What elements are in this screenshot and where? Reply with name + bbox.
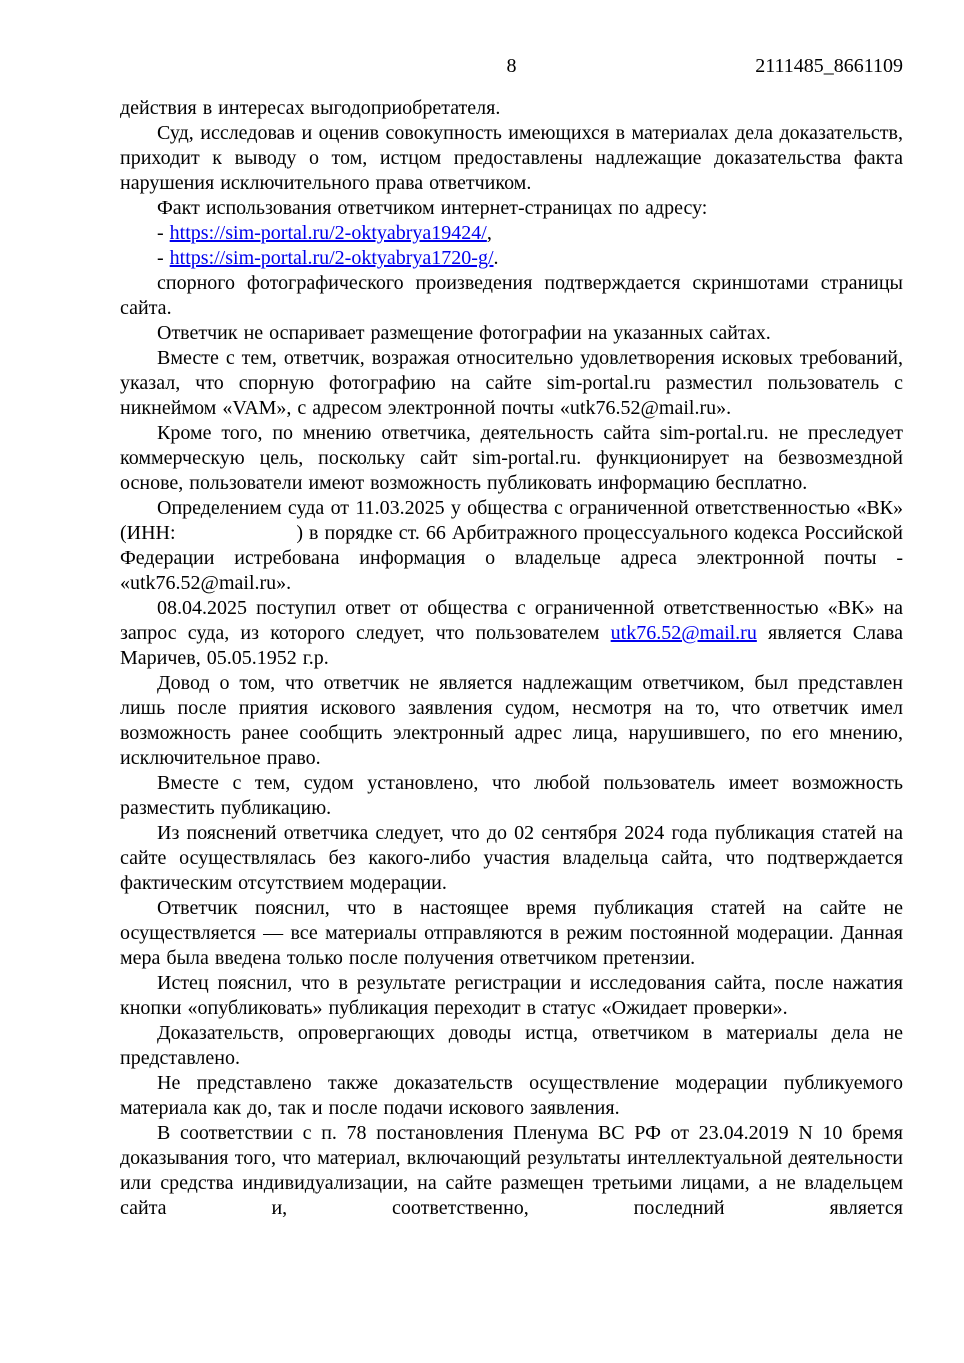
paragraph: Ответчик пояснил, что в настоящее время публикация статей на сайте не осуществляется — все материалы отправляются в режим постоянной модерации. Данная мера была введена только после получения ответчиком претензии. (120, 897, 903, 969)
paragraph: - https://sim-portal.ru/2-oktyabrya19424/, (157, 222, 492, 244)
paragraph: Истец пояснил, что в результате регистрации и исследования сайта, после нажатия кнопки «опубликовать» публикация переходит в статус «Ожидает проверки». (120, 972, 903, 1019)
paragraph: действия в интересах выгодоприобретателя. (120, 97, 501, 119)
paragraph: Кроме того, по мнению ответчика, деятельность сайта sim-portal.ru. не преследует коммерческую цель, поскольку сайт sim-portal.ru. функционирует на безвозмездной основе, пользователи имеют возможность публиковать информацию бесплатно. (120, 422, 903, 494)
hyperlink[interactable]: https://sim-portal.ru/2-oktyabrya1720-g/ (169, 247, 494, 269)
document-number: 2111485_8661109 (755, 55, 903, 77)
paragraph: Определением суда от 11.03.2025 у общества с ограниченной ответственностью «ВК» (ИНН: ) в порядке ст. 66 Арбитражного процессуального кодекса Российской Федерации истребована информация о владельце адреса электронной почты - «utk76.52@mail.ru». (120, 497, 903, 594)
hyperlink[interactable]: https://sim-portal.ru/2-oktyabrya19424/ (169, 222, 487, 244)
paragraph: Вместе с тем, ответчик, возражая относительно удовлетворения исковых требований, указал, что спорную фотографию на сайте sim-portal.ru разместил пользователь с никнеймом «VAM», с адресом электронной почты «utk76.52@mail.ru». (120, 347, 903, 419)
paragraph: спорного фотографического произведения подтверждается скриншотами страницы сайта. (120, 272, 903, 319)
paragraph: Суд, исследовав и оценив совокупность имеющихся в материалах дела доказательств, приходит к выводу о том, истцом предоставлены надлежащие доказательства факта нарушения исключительного права ответчиком. (120, 122, 903, 194)
page-header (120, 54, 903, 79)
paragraph: Факт использования ответчиком интернет-страницах по адресу: (157, 197, 708, 219)
hyperlink[interactable]: utk76.52@mail.ru (610, 622, 757, 644)
paragraph: Ответчик не оспаривает размещение фотографии на указанных сайтах. (157, 322, 771, 344)
paragraph: В соответствии с п. 78 постановления Пленума ВС РФ от 23.04.2019 N 10 бремя доказывания того, что материал, включающий результаты интеллектуальной деятельности или средства индивидуализации, на сайте размещен третьими лицами, а не владельцем сайта и, соответственно, последний является (120, 1122, 903, 1219)
paragraph: 08.04.2025 поступил ответ от общества с ограниченной ответственностью «ВК» на запрос суда, из которого следует, что пользователем utk76.52@mail.ru является Слава Маричев, 05.05.1952 г.р. (120, 597, 903, 669)
paragraph: Вместе с тем, судом установлено, что любой пользователь имеет возможность разместить публикацию. (120, 772, 903, 819)
page-number: 8 (506, 55, 517, 77)
document-body (120, 96, 903, 1221)
paragraph: Доказательств, опровергающих доводы истца, ответчиком в материалы дела не представлено. (120, 1022, 903, 1069)
paragraph: Довод о том, что ответчик не является надлежащим ответчиком, был представлен лишь после приятия искового заявления судом, несмотря на то, что ответчик имел возможность ранее сообщить электронный адрес лица, нарушившего, по его мнению, исключительное право. (120, 672, 903, 769)
paragraph: Из пояснений ответчика следует, что до 02 сентября 2024 года публикация статей на сайте осуществлялась без какого-либо участия владельца сайта, что подтверждается фактическим отсутствием модерации. (120, 822, 903, 894)
paragraph: - https://sim-portal.ru/2-oktyabrya1720-g/. (157, 247, 499, 269)
paragraph: Не представлено также доказательств осуществление модерации публикуемого материала как до, так и после подачи искового заявления. (120, 1072, 903, 1119)
